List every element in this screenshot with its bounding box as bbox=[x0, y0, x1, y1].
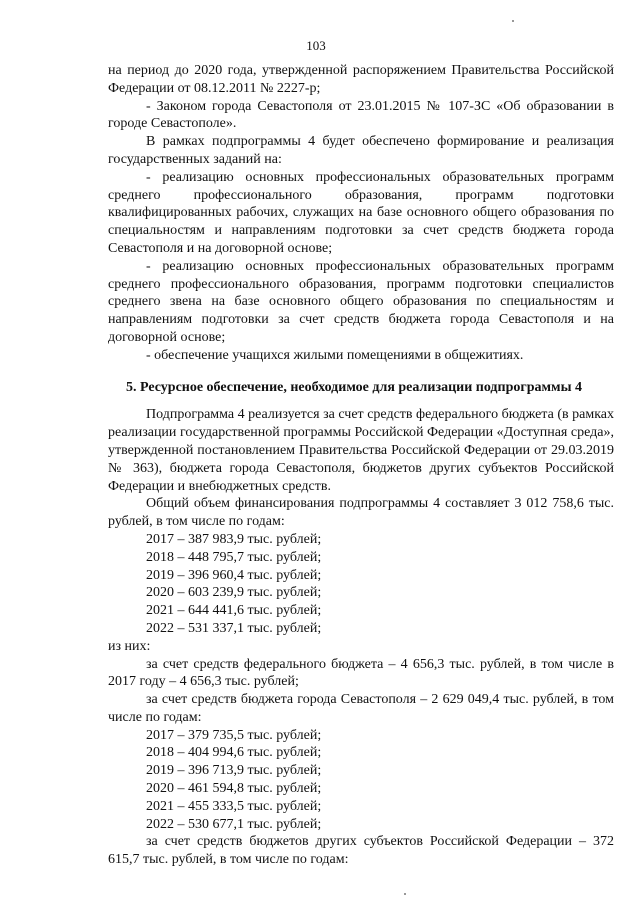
list-item-qualified-workers: - реализацию основных профессиональных образовательных программ среднего профессионального образования, программ подготовки квалифицированных рабочих, служащих на базе основного общего образования по специальностям и направлениям подготовки за счет средств бюджета города Севастополя и на договорной основе; bbox=[108, 169, 614, 256]
total-funding-by-year-list bbox=[108, 531, 614, 638]
list-item: 2019 – 396 960,4 тыс. рублей; bbox=[146, 567, 322, 583]
list-item: 2018 – 448 795,7 тыс. рублей; bbox=[146, 549, 322, 565]
list-item-mid-level-specialists: - реализацию основных профессиональных образовательных программ среднего профессионального образования, программ подготовки специалистов среднего звена на базе основного общего образования по специальностям и направлениям подготовки за счет средств бюджета города Севастополя и на договорной основе; bbox=[108, 258, 614, 345]
paragraph-total-funding: Общий объем финансирования подпрограммы 4 составляет 3 012 758,6 тыс. рублей, в том числе по годам: bbox=[108, 496, 614, 530]
page-body bbox=[108, 62, 614, 869]
paragraph-state-tasks-intro: В рамках подпрограммы 4 будет обеспечено формирование и реализация государственных заданий на: bbox=[108, 134, 614, 167]
list-item: 2017 – 387 983,9 тыс. рублей; bbox=[146, 531, 322, 547]
paragraph-city-budget: за счет средств бюджета города Севастополя – 2 629 049,4 тыс. рублей, в том числе по годам: bbox=[108, 692, 614, 725]
list-item-dormitories: - обеспечение учащихся жилыми помещениями в общежитиях. bbox=[146, 347, 524, 363]
scan-speck bbox=[404, 893, 406, 895]
list-item: 2018 – 404 994,6 тыс. рублей; bbox=[146, 745, 322, 761]
list-item: 2022 – 531 337,1 тыс. рублей; bbox=[146, 620, 322, 636]
section-heading: 5. Ресурсное обеспечение, необходимое для реализации подпрограммы 4 bbox=[126, 379, 583, 395]
paragraph-law-ref: - Законом города Севастополя от 23.01.2015 № 107-ЗС «Об образовании в городе Севастополе». bbox=[108, 98, 614, 132]
list-item: 2021 – 644 441,6 тыс. рублей; bbox=[146, 603, 322, 619]
list-item: 2022 – 530 677,1 тыс. рублей; bbox=[146, 816, 322, 832]
paragraph-funding-sources: Подпрограмма 4 реализуется за счет средств федерального бюджета (в рамках реализации государственной программы Российской Федерации «Доступная среда», утвержденной постановлением Правительства Российской Федерации от 29.03.2019 № 363), бюджета города Севастополя, бюджетов других субъектов Российской Федерации и внебюджетных средств. bbox=[108, 407, 614, 494]
city-funding-by-year-list bbox=[108, 727, 614, 834]
list-item: 2020 – 603 239,9 тыс. рублей; bbox=[146, 585, 322, 601]
paragraph-strategy-ref: на период до 2020 года, утвержденной распоряжением Правительства Российской Федерации от 08.12.2011 № 2227-р; bbox=[108, 63, 614, 96]
of-which-label: из них: bbox=[108, 638, 151, 654]
paragraph-federal-budget: за счет средств федерального бюджета – 4 656,3 тыс. рублей, в том числе в 2017 году – 4 656,3 тыс. рублей; bbox=[108, 656, 614, 690]
page-number: 103 bbox=[306, 38, 326, 53]
list-item: 2021 – 455 333,5 тыс. рублей; bbox=[146, 798, 322, 814]
list-item: 2017 – 379 735,5 тыс. рублей; bbox=[146, 727, 322, 743]
paragraph-other-subjects-budget: за счет средств бюджетов других субъектов Российской Федерации – 372 615,7 тыс. рублей, в том числе по годам: bbox=[108, 834, 614, 868]
list-item: 2019 – 396 713,9 тыс. рублей; bbox=[146, 763, 322, 779]
list-item: 2020 – 461 594,8 тыс. рублей; bbox=[146, 781, 322, 797]
scan-speck bbox=[512, 20, 514, 22]
